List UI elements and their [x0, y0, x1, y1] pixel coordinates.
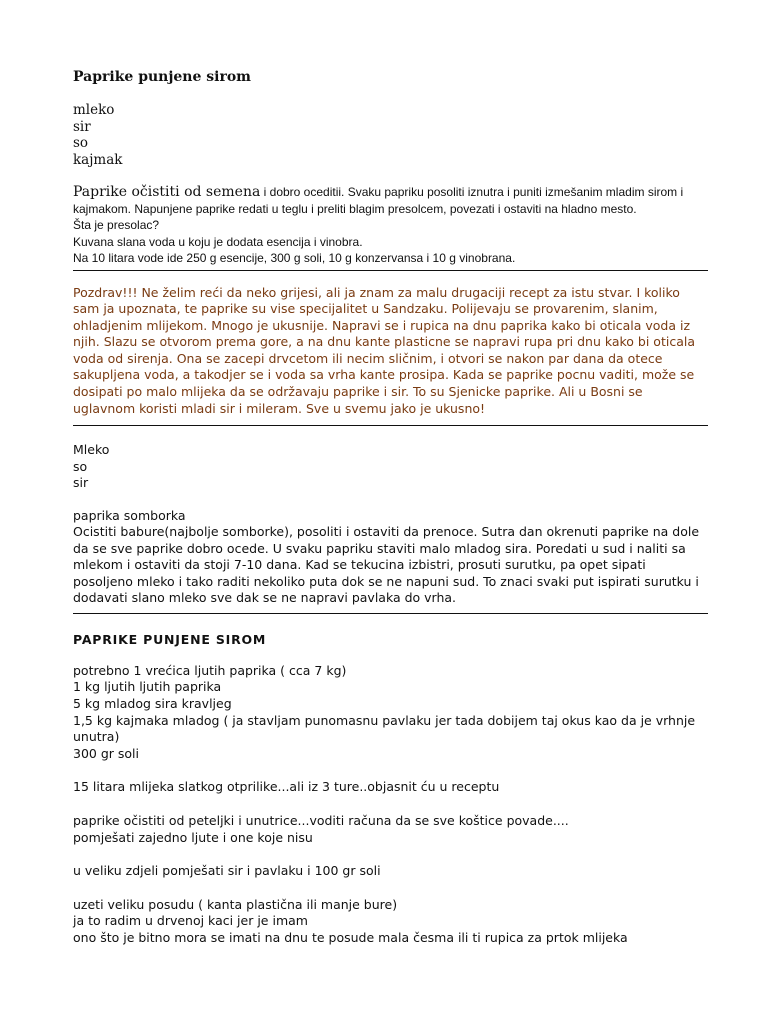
section-3 [73, 426, 708, 613]
text-line: 300 gr soli [73, 745, 139, 761]
recipe-title: PAPRIKE PUNJENE SIROM [73, 631, 267, 647]
ingredient-item: sir [73, 118, 91, 135]
text-group [73, 863, 708, 880]
ingredient-list [73, 102, 708, 168]
preparation-paragraph [73, 184, 708, 217]
text-line: ono što je bitno mora se imati na dnu te posude mala česma ili ti rupica za prtok mlijeka [73, 929, 628, 945]
body-line: Šta je presolac? [73, 218, 160, 232]
text-line: 5 kg mladog sira kravljeg [73, 695, 232, 711]
text-group [73, 779, 708, 796]
text-line: 1 kg ljutih ljutih paprika [73, 679, 222, 695]
text-line: paprike očistiti od peteljki i unutrice...voditi računa da se sve koštice povade.... [73, 812, 569, 828]
text-line: pomješati zajedno ljute i one koje nisu [73, 829, 313, 845]
recipe-title: Paprike punjene sirom [73, 69, 251, 85]
ingredient-list [73, 442, 708, 492]
section-2-comment [73, 271, 708, 426]
text-line: uzeti veliku posudu ( kanta plastična ili manje bure) [73, 896, 398, 912]
text-line: 15 litara mlijeka slatkog otprilike...ali iz 3 ture..objasnit ću u receptu [73, 779, 500, 795]
recipe-document [73, 68, 708, 946]
text-group [73, 663, 708, 763]
ingredient-item: Mleko [73, 442, 110, 458]
ingredient-item: so [73, 458, 88, 474]
ingredient-item: so [73, 135, 89, 151]
ingredient-item: kajmak [73, 151, 123, 168]
subtitle: paprika somborka [73, 507, 186, 523]
text-line: u veliku zdjeli pomješati sir i pavlaku i 100 gr soli [73, 863, 381, 879]
body-line: Kuvana slana voda u koju je dodata esencija i vinobra. [73, 234, 363, 249]
lead-text: Paprike očistiti od semena [73, 184, 261, 200]
text-line: 1,5 kg kajmaka mladog ( ja stavljam punomasnu pavlaku jer tada dobijem taj okus kao da je vrhnje unutra) [73, 712, 696, 745]
comment-paragraph: Pozdrav!!! Ne želim reći da neko grijesi, ali ja znam za malu drugaciji recept za istu stvar. I koliko sam ja upoznata, te paprike su vise specijalitet u Sandzaku. Polijevaju se provarenim, slanim, ohladjenim mlijekom. Mnogo je ukusnije. Napravi se i rupica na dnu paprika kako bi oticala voda iz njih. Slazu se otvorom prema gore, a na dnu kante plasticne se napravi rupa pri dnu kako bi oticala voda od sirenja. Ona se zacepi drvcetom ili necim sličnim, i otvori se nakon par dana da otece sakupljena voda, a takodjer se i voda sa vrha kante prosipa. Kada se paprike pocnu vaditi, može se dosipati po malo mlijeka da se održavaju paprike i sir. To su Sjenicke paprike. Ali u Bosni se uglavnom koristi mladi sir i mileram. Sve u svemu jako je ukusno! [73, 284, 695, 416]
text-group [73, 813, 708, 846]
ingredient-item: mleko [73, 102, 115, 118]
text-line: ja to radim u drvenoj kaci jer je imam [73, 913, 308, 929]
body-text: i dobro oceditii. Svaku papriku posoliti iznutra i puniti izmešanim mladim sirom i kajmakom. Napunjene paprike redati u teglu i preliti blagim presolcem, povezati i ostaviti na hladno mesto. [73, 185, 684, 216]
preparation-text [73, 184, 708, 270]
section-1 [73, 68, 708, 270]
preparation-paragraph: Ocistiti babure(najbolje somborke), posoliti i ostaviti da prenoce. Sutra dan okrenuti paprike na dole da se sve paprike dobro ocede. U svaku papriku staviti malo mladog sira. Poredati u sud i naliti sa mlekom i ostaviti da stoji 7-10 dana. Kad se tekucina izbistri, prosuti surutku, pa opet sipati posoljeno mleko i tako raditi nekoliko puta dok se ne napuni sud. To znaci svaki put ispirati surutku i dodavati slano mleko sve dak se ne napravi pavlaka do vrha. [73, 524, 700, 606]
body-line: Na 10 litara vode ide 250 g esencije, 300 g soli, 10 g konzervansa i 10 g vinobrana. [73, 251, 516, 265]
text-line: potrebno 1 vrećica ljutih paprika ( cca 7 kg) [73, 662, 347, 678]
section-4 [73, 614, 708, 947]
text-group [73, 897, 708, 947]
ingredient-item: sir [73, 475, 89, 491]
